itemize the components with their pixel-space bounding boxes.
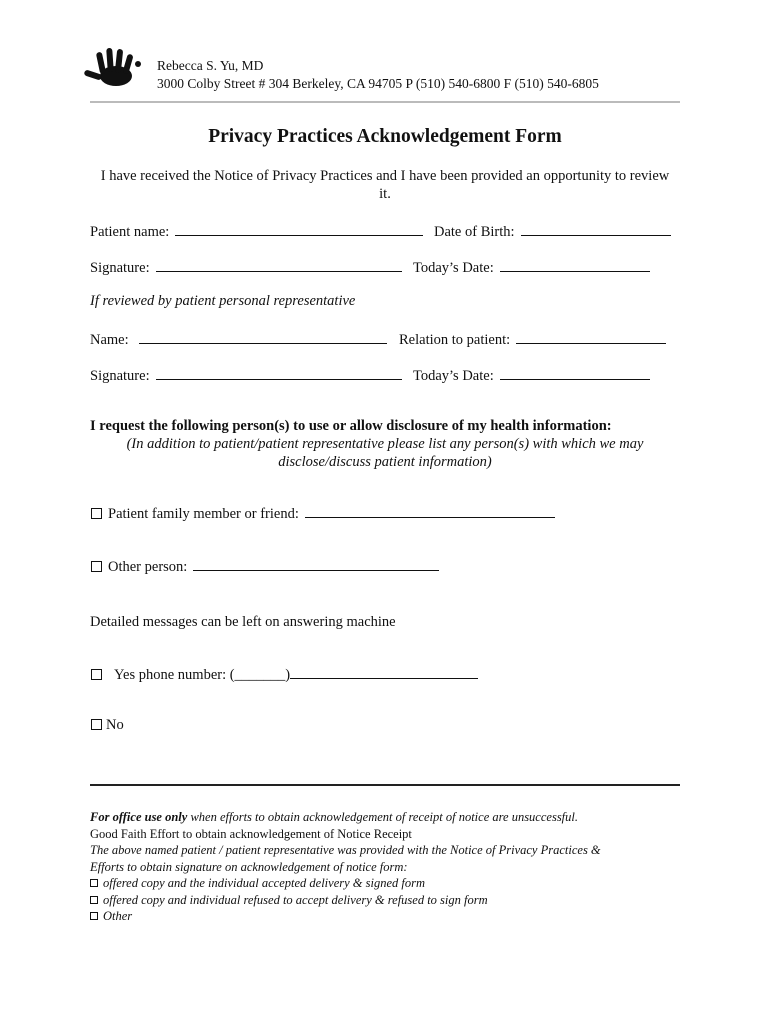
rep-date-field[interactable] (500, 365, 650, 380)
relation-field[interactable] (516, 329, 666, 344)
page-title: Privacy Practices Acknowledgement Form (208, 126, 562, 147)
family-field[interactable] (305, 503, 555, 518)
office-option-3-label: Other (103, 909, 133, 923)
disclosure-heading: I request the following person(s) to use or allow disclosure of my health information: (90, 418, 612, 434)
office-option-2-checkbox[interactable] (90, 896, 98, 904)
patient-signature-row (90, 257, 402, 277)
header-name: Rebecca S. Yu, MD (157, 58, 264, 73)
other-person-label: Other person: (108, 559, 188, 575)
dob-field[interactable] (521, 221, 671, 236)
patient-name-field[interactable] (175, 221, 423, 236)
office-divider (90, 784, 680, 786)
messages-heading: Detailed messages can be left on answering machine (90, 614, 396, 630)
intro-text: I have received the Notice of Privacy Practices and I have been provided an opportunity to review it. (100, 168, 670, 202)
office-use-section (90, 809, 690, 925)
office-line-4: Efforts to obtain signature on acknowledgement of notice form: (90, 859, 408, 874)
office-line-3: The above named patient / patient representative was provided with the Notice of Privacy Practices & (90, 843, 601, 857)
phone-number-field[interactable] (290, 664, 478, 679)
patient-signature-field[interactable] (156, 257, 402, 272)
patient-signature-label: Signature: (90, 260, 150, 276)
office-option-1-checkbox[interactable] (90, 879, 98, 887)
rep-name-field[interactable] (139, 329, 387, 344)
office-option-3 (90, 908, 690, 925)
office-option-1-label: offered copy and the individual accepted delivery & signed form (103, 876, 426, 890)
dob-label: Date of Birth: (434, 224, 515, 240)
rep-signature-label: Signature: (90, 368, 150, 384)
disclosure-subheading-1: (In addition to patient/patient representative please list any person(s) with which we may (126, 436, 644, 452)
other-person-checkbox[interactable] (91, 561, 102, 572)
patient-name-row (90, 221, 423, 241)
rep-date-label: Today’s Date: (413, 368, 494, 384)
office-option-2 (90, 892, 690, 909)
representative-heading: If reviewed by patient personal representative (90, 293, 356, 309)
rep-signature-row (90, 365, 402, 385)
rep-date-row (413, 365, 650, 385)
office-use-label: For office use only (90, 810, 188, 824)
office-option-1 (90, 875, 690, 892)
dob-row (434, 221, 671, 241)
family-label: Patient family member or friend: (108, 506, 299, 522)
patient-date-row (413, 257, 650, 277)
patient-date-field[interactable] (500, 257, 650, 272)
handprint-icon (82, 46, 146, 90)
rep-signature-field[interactable] (156, 365, 402, 380)
header-divider (90, 101, 680, 103)
office-use-intro: when efforts to obtain acknowledgement of receipt of notice are unsuccessful. (187, 810, 579, 824)
header-address: 3000 Colby Street # 304 Berkeley, CA 94705 P (510) 540-6800 F (510) 540-6805 (157, 76, 599, 91)
yes-label: Yes phone number: (_______) (114, 667, 291, 683)
other-person-row (91, 556, 439, 576)
family-row (91, 503, 555, 523)
disclosure-subheading-2: disclose/discuss patient information) (278, 454, 492, 470)
office-option-2-label: offered copy and individual refused to accept delivery & refused to sign form (103, 892, 488, 907)
yes-row (91, 664, 478, 684)
no-label: No (106, 717, 124, 733)
office-option-3-checkbox[interactable] (90, 912, 98, 920)
relation-label: Relation to patient: (399, 332, 511, 348)
no-row (91, 717, 124, 734)
patient-name-label: Patient name: (90, 224, 170, 240)
other-person-field[interactable] (193, 556, 439, 571)
rep-name-label: Name: (90, 332, 129, 348)
good-faith-text: Good Faith Effort to obtain acknowledgement of Notice Receipt (90, 826, 412, 841)
family-checkbox[interactable] (91, 508, 102, 519)
no-checkbox[interactable] (91, 719, 102, 730)
rep-name-row (90, 329, 387, 349)
yes-checkbox[interactable] (91, 669, 102, 680)
patient-date-label: Today’s Date: (413, 260, 494, 276)
relation-row (399, 329, 666, 349)
